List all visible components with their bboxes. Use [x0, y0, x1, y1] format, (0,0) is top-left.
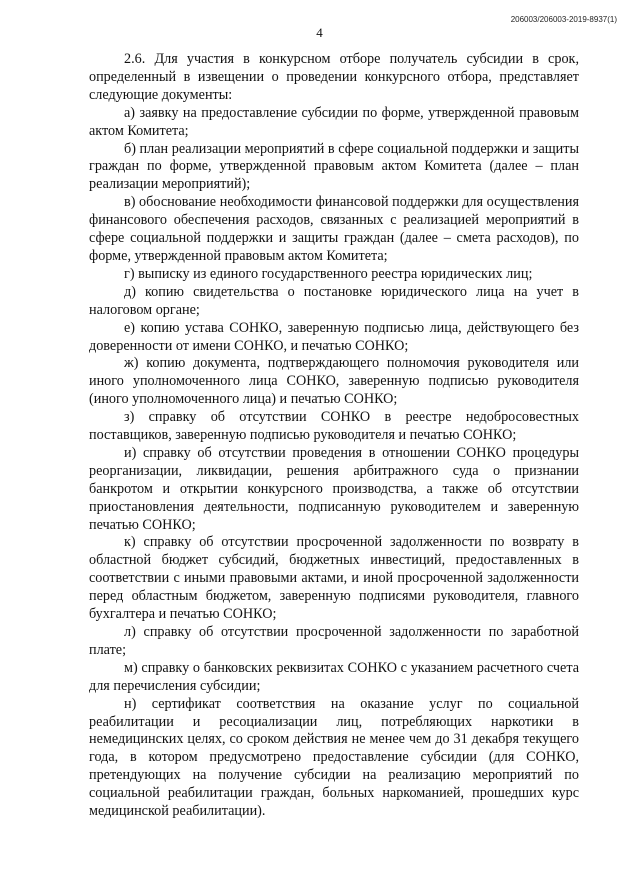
- list-item-z: з) справку об отсутствии СОНКО в реестре недобросовестных поставщиков, заверенную подписью руководителя и печатью СОНКО;: [89, 409, 579, 444]
- list-item-b: б) план реализации мероприятий в сфере социальной поддержки и защиты граждан по форме, утвержденной правовым актом Комитета (далее – план реализации мероприятий);: [89, 140, 579, 193]
- list-item-i: и) справку об отсутствии проведения в отношении СОНКО процедуры реорганизации, ликвидации, решения арбитражного суда о признании банкротом и открытии конкурсного производства, а также об отсутствии приостановления деятельности, подписанную руководителем и заверенную печатью СОНКО;: [89, 444, 579, 533]
- list-item-n: н) сертификат соответствия на оказание услуг по социальной реабилитации и ресоциализации лиц, потребляющих наркотики в немедицинских целях, со сроком действия не менее чем до 31 декабря текущего года, в котором предусмотрено предоставление субсидии (для СОНКО, претендующих на получение субсидии на реализацию мероприятий по социальной реабилитации граждан, больных наркоманией, прошедших курс медицинской реабилитации).: [89, 695, 579, 820]
- list-item-e: е) копию устава СОНКО, заверенную подписью лица, действующего без доверенности от имени СОНКО, и печатью СОНКО;: [89, 319, 579, 354]
- list-item-k: к) справку об отсутствии просроченной задолженности по возврату в областной бюджет субсидий, бюджетных инвестиций, предоставленных в соответствии с иными правовыми актами, и иной просроченной задолженности перед областным бюджетом, заверенную подписями руководителя, главного бухгалтера и печатью СОНКО;: [89, 534, 579, 623]
- page-number: 4: [316, 25, 323, 40]
- list-item-zh: ж) копию документа, подтверждающего полномочия руководителя или иного уполномоченного лица СОНКО, заверенную подписью руководителя (иного уполномоченного лица) и печатью СОНКО;: [89, 355, 579, 408]
- document-code: 206003/206003-2019-8937(1): [510, 15, 617, 24]
- list-item-m: м) справку о банковских реквизитах СОНКО с указанием расчетного счета для перечисления субсидии;: [89, 659, 579, 694]
- list-item-l: л) справку об отсутствии просроченной задолженности по заработной плате;: [89, 624, 579, 658]
- paragraph-2-6-intro: 2.6. Для участия в конкурсном отборе получатель субсидии в срок, определенный в извещении о проведении конкурсного отбора, представляет следующие документы:: [89, 51, 579, 103]
- list-item-d: д) копию свидетельства о постановке юридического лица на учет в налоговом органе;: [89, 283, 579, 318]
- list-item-v: в) обоснование необходимости финансовой поддержки для осуществления финансового обеспечения расходов, связанных с реализацией мероприятий в сфере социальной поддержки и защиты граждан (далее – смета расходов), по форме, утвержденной правовым актом Комитета;: [89, 194, 579, 264]
- document-body: [89, 51, 579, 821]
- list-item-a: а) заявку на предоставление субсидии по форме, утвержденной правовым актом Комитета;: [89, 104, 579, 139]
- list-item-g: г) выписку из единого государственного реестра юридических лиц;: [124, 265, 533, 282]
